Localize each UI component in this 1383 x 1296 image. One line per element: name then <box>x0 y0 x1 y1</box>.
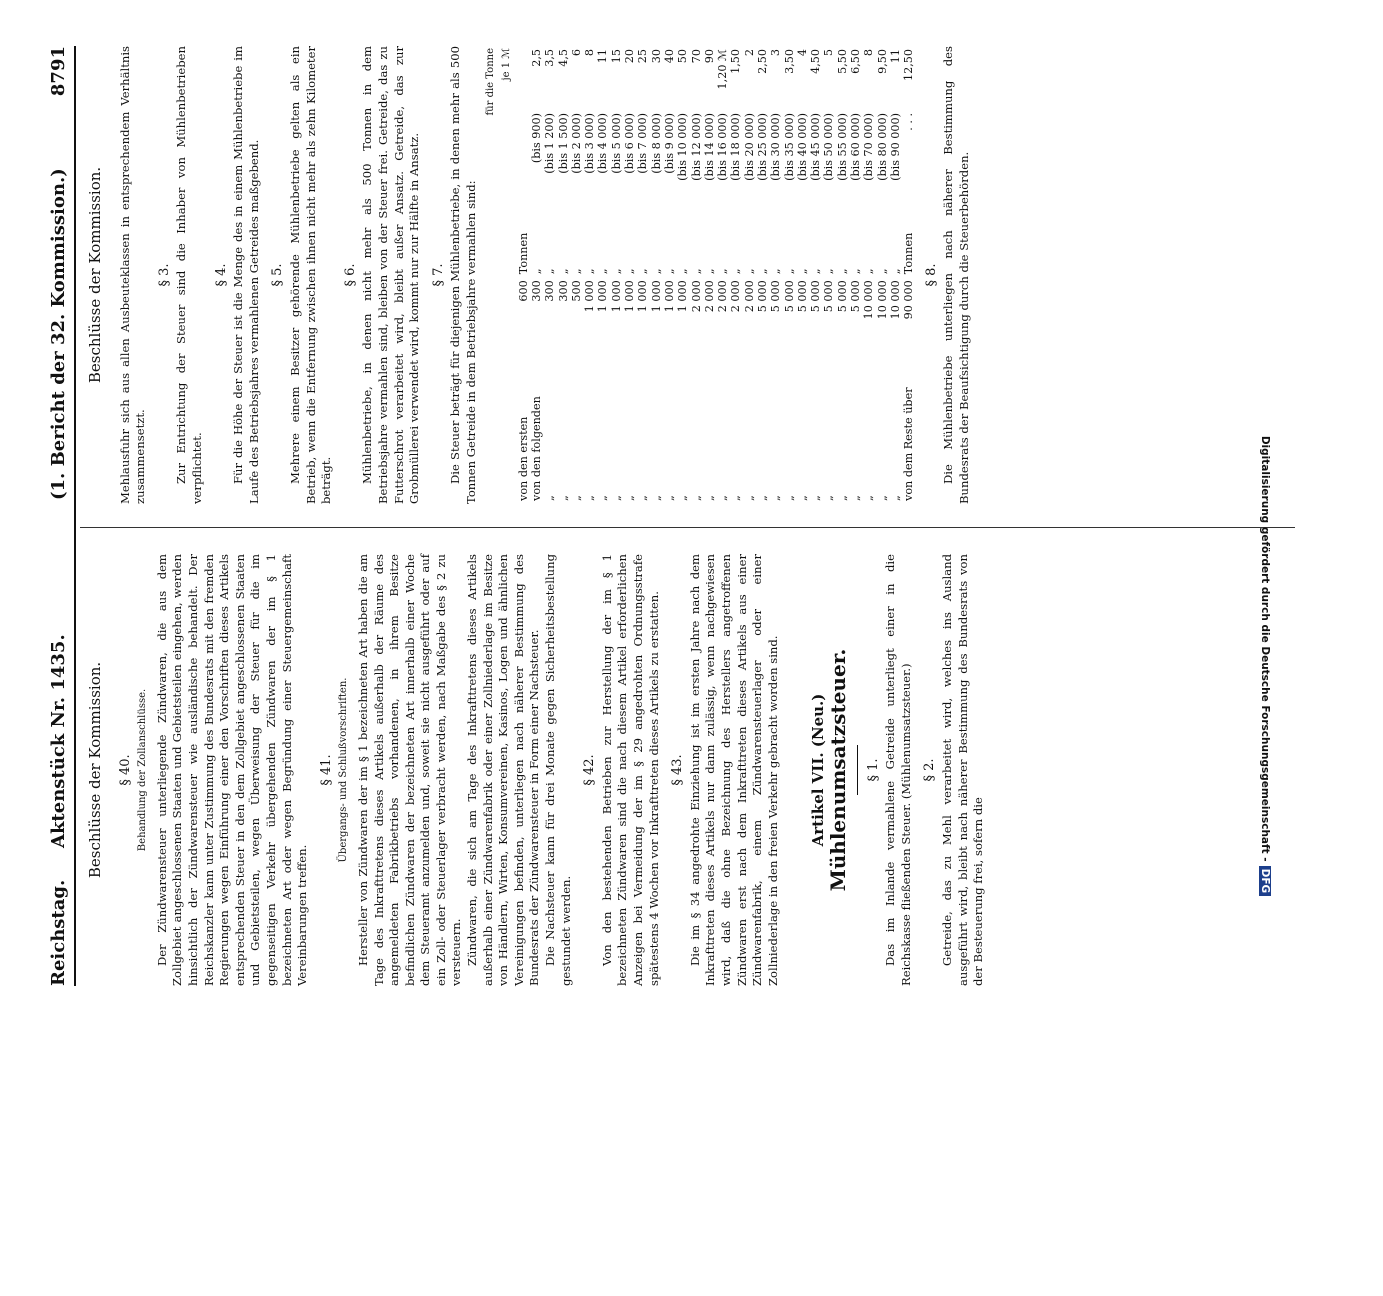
section-41-number: § 41. <box>318 754 334 786</box>
tax-cell-upto: (bis 40 000) <box>795 112 809 181</box>
tax-cell-rate: 3,5 <box>543 49 557 67</box>
section-7-text: Die Steuer beträgt für diejenigen Mühlenbetriebe, in denen mehr als 500 Tonnen Getreide in dem Betriebsjahre vermahlen sind: <box>448 46 478 504</box>
tax-cell-amt: 1 000 <box>662 280 676 313</box>
tax-cell-unit: „ <box>662 268 676 275</box>
tax-cell-upto: (bis 35 000) <box>782 112 796 181</box>
tax-cell-upto: (bis 30 000) <box>769 112 783 181</box>
tax-cell-pre: „ <box>729 495 743 501</box>
tax-cell-rate: 9,50 <box>875 49 889 74</box>
tax-cell-pre: „ <box>649 495 663 501</box>
section-41-paragraph-2: Zündwaren, die sich am Tage des Inkrafttretens dieses Artikels außerhalb einer Zündwarenfabrik oder einer Zollniederlage im Besitze von Händlern, Wirten, Konsumvereinen, Kasinos, Logen und ähnlichen Vereinigungen befinden, unterliegen nach näherer Bestimmung des Bundesrats der Zündwarensteuer in Form einer Nachsteuer. <box>465 554 542 986</box>
tax-cell-upto: . . . <box>902 112 916 131</box>
tax-cell-rate: 90 <box>702 49 716 64</box>
tax-cell-pre: „ <box>716 495 730 501</box>
tax-cell-rate: 70 <box>689 49 703 64</box>
separator-rule <box>857 745 858 795</box>
section-4-text: Für die Höhe der Steuer ist die Menge des in einem Mühlenbetriebe im Laufe des Betriebsjahres vermahlenen Getreides maßgebend. <box>231 46 261 504</box>
tax-cell-pre: „ <box>756 495 769 501</box>
tax-cell-upto: (bis 4 000) <box>596 112 610 174</box>
tax-cell-amt: 10 000 <box>875 280 889 320</box>
digitization-credit <box>1255 36 1271 1296</box>
tax-cell-pre: „ <box>636 495 650 501</box>
tax-cell-unit: „ <box>756 268 769 275</box>
section-3-text: Zur Entrichtung der Steuer sind die Inhaber von Mühlenbetrieben verpflichtet. <box>174 46 204 504</box>
tax-cell-upto: (bis 70 000) <box>862 112 876 181</box>
section-41-paragraph-3: Die Nachsteuer kann für drei Monate gegen Sicherheitsbestellung gestundet werden. <box>543 554 573 986</box>
tax-cell-amt: 5 000 <box>795 280 809 313</box>
tax-rate-row <box>902 46 915 504</box>
tax-cell-upto: (bis 1 500) <box>556 112 570 174</box>
tax-cell-unit: „ <box>835 268 849 275</box>
tax-cell-pre: „ <box>875 495 889 501</box>
section-8-text: Die Mühlenbetriebe unterliegen nach näherer Bestimmung des Bundesrats der Beaufsichtigung durch die Steuerbehörden. <box>941 46 971 504</box>
tax-cell-rate: 6 <box>569 49 583 57</box>
article-section-2-number: § 2. <box>922 758 938 782</box>
tax-cell-unit: „ <box>795 268 809 275</box>
tax-cell-pre: „ <box>623 495 637 501</box>
tax-rate-table <box>517 46 916 504</box>
section-6-text: Mühlenbetriebe, in denen nicht mehr als 500 Tonnen in dem Betriebsjahre vermahlen sind, bleiben von der Steuer frei. Getreide, das zu Futterschrot verarbeitet wird, bleibt außer Ansatz. Getreide, das zur Grobmüllerei verwendet wird, kommt nur zur Hälfte in Ansatz. <box>360 46 422 504</box>
tax-cell-amt: 1 000 <box>596 280 610 313</box>
left-column-title: Beschlüsse der Kommission. <box>86 661 104 879</box>
article-title: Mühlenumsatzsteuer. <box>825 648 850 892</box>
tax-cell-pre: „ <box>596 495 610 501</box>
tax-cell-amt: 1 000 <box>583 280 597 313</box>
tax-cell-amt: 2 000 <box>689 280 703 313</box>
section-41-subtitle: Übergangs- und Schlußvorschriften. <box>338 677 350 863</box>
header-reichstag: Reichstag. <box>48 879 69 986</box>
tax-cell-rate: 4,5 <box>556 49 570 67</box>
tax-cell-rate: 50 <box>676 49 690 64</box>
tax-cell-amt: 90 000 <box>902 280 916 320</box>
tax-rate-row <box>703 46 716 504</box>
tax-rate-row <box>783 46 796 504</box>
tax-cell-rate <box>517 46 530 110</box>
tax-cell-upto: (bis 90 000) <box>888 112 902 181</box>
tax-cell-unit: „ <box>649 268 663 275</box>
tax-rate-row <box>822 46 835 504</box>
tax-cell-unit: Tonnen <box>516 232 530 275</box>
tax-cell-unit: „ <box>569 268 583 275</box>
tax-rate-row <box>557 46 570 504</box>
tax-cell-pre: „ <box>662 495 676 501</box>
digitization-credit-text: Digitalisierung gefördert durch die Deutsche Forschungsgemeinschaft - <box>1259 435 1271 862</box>
tax-cell-amt: 5 000 <box>835 280 849 313</box>
tax-cell-unit: „ <box>623 268 637 275</box>
tax-rate-row <box>769 46 782 504</box>
section-6-number: § 6. <box>342 263 358 287</box>
tax-cell-unit: „ <box>782 268 796 275</box>
tax-cell-pre: „ <box>769 495 783 501</box>
tax-cell-unit: „ <box>849 268 863 275</box>
tax-cell-upto: (bis 18 000) <box>729 112 743 181</box>
tax-rate-row <box>862 46 875 504</box>
tax-cell-amt: 5 000 <box>769 280 783 313</box>
tax-cell-unit: „ <box>583 268 597 275</box>
tax-rate-row <box>729 46 742 504</box>
tax-cell-unit: „ <box>689 268 703 275</box>
section-8-number: § 8. <box>923 263 939 287</box>
tax-cell-unit: „ <box>716 268 730 275</box>
tax-cell-upto: (bis 55 000) <box>835 112 849 181</box>
column-divider <box>80 527 1295 528</box>
tax-rate-row <box>876 46 889 504</box>
tax-cell-amt: 300 <box>529 280 543 302</box>
tax-cell-amt: 1 000 <box>609 280 623 313</box>
tax-rate-row <box>796 46 809 504</box>
tax-cell-upto: (bis 9 000) <box>662 112 676 174</box>
tax-rate-row <box>543 46 556 504</box>
tax-rate-row <box>623 46 636 504</box>
tax-cell-rate: 11 <box>596 49 610 64</box>
article-section-1-number: § 1. <box>865 758 881 782</box>
tax-cell-amt: 300 <box>556 280 570 302</box>
tax-cell-rate: 15 <box>609 49 623 64</box>
tax-cell-rate: 2 <box>742 49 756 57</box>
tax-cell-unit: „ <box>556 268 570 275</box>
article-section-2-text: Getreide, das zu Mehl verarbeitet wird, welches ins Ausland ausgeführt wird, bleibt nach näherer Bestimmung des Bundesrats von der Besteuerung frei, sofern die <box>939 554 986 986</box>
tax-cell-rate: 20 <box>623 49 637 64</box>
tax-cell-rate: 30 <box>649 49 663 64</box>
tax-cell-rate: 5,50 <box>835 49 849 74</box>
tax-cell-pre: „ <box>742 495 756 501</box>
tax-cell-amt: 600 <box>516 280 530 302</box>
tax-cell-upto <box>517 110 530 212</box>
tax-cell-amt: 1 000 <box>636 280 650 313</box>
tax-rate-row <box>836 46 849 504</box>
tax-cell-rate: 1,50 <box>729 49 743 74</box>
section-40-number: § 40. <box>117 754 133 786</box>
tax-cell-pre: „ <box>835 495 849 501</box>
tax-cell-rate: 5 <box>822 49 836 57</box>
section-3-number: § 3. <box>156 263 172 287</box>
tax-cell-amt: 2 000 <box>742 280 756 313</box>
tax-cell-amt: 5 000 <box>756 280 769 313</box>
tax-cell-unit: „ <box>702 268 716 275</box>
tax-cell-upto: (bis 7 000) <box>636 112 650 174</box>
tax-cell-pre: „ <box>583 495 597 501</box>
tax-cell-upto: (bis 3 000) <box>583 112 597 174</box>
tax-cell-amt: 5 000 <box>782 280 796 313</box>
tax-cell-amt: 1 000 <box>676 280 690 313</box>
tax-cell-rate: 8 <box>583 49 597 57</box>
tax-cell-upto: (bis 2 000) <box>569 112 583 174</box>
tax-cell-unit: „ <box>596 268 610 275</box>
section-5-number: § 5. <box>270 263 286 287</box>
section-43-text: Die im § 34 angedrohte Einziehung ist im ersten Jahre nach dem Inkrafttreten dieses Artikels nur dann zulässig, wenn nachgewiesen wird, daß die ohne Bezeichnung des Herstellers angetroffenen Zündwaren erst nach dem Inkrafttreten dieses Artikels aus einer Zündwarenfabrik, einem Zündwarensteuerlager oder einer Zollniederlage in den freien Verkehr gebracht worden sind. <box>687 554 780 986</box>
tax-cell-amt: 2 000 <box>702 280 716 313</box>
section-42-text: Von den bestehenden Betrieben zur Herstellung der im § 1 bezeichneten Zündwaren sind die nach diesem Artikel erforderlichen Anzeigen bei Vermeidung der im § 29 angedrohten Ordnungsstrafe spätestens 4 Wochen vor Inkrafttreten dieses Artikels zu erstatten. <box>599 554 661 986</box>
tax-cell-pre: „ <box>888 495 902 501</box>
tax-cell-unit: „ <box>543 268 557 275</box>
tax-cell-pre: von den folgenden <box>529 396 543 501</box>
tax-cell-rate: 4 <box>795 49 809 57</box>
tax-cell-pre: „ <box>543 495 557 501</box>
tax-cell-rate: 1,20 ℳ <box>716 49 730 90</box>
tax-cell-pre: „ <box>569 495 583 501</box>
tax-cell-amt: 5 000 <box>822 280 836 313</box>
tax-cell-rate: 40 <box>662 49 676 64</box>
tax-cell-rate: 25 <box>636 49 650 64</box>
tax-cell-rate: 12,50 <box>902 49 916 82</box>
tax-table-header-unit: für die Tonne <box>485 48 497 116</box>
tax-rate-row <box>596 46 609 504</box>
tax-cell-amt: 2 000 <box>729 280 743 313</box>
tax-cell-pre: „ <box>862 495 876 501</box>
tax-cell-amt: 1 000 <box>649 280 663 313</box>
tax-cell-unit: „ <box>676 268 690 275</box>
tax-cell-unit: „ <box>609 268 623 275</box>
tax-cell-upto: (bis 25 000) <box>756 112 769 181</box>
tax-cell-amt: 300 <box>543 280 557 302</box>
tax-cell-upto: (bis 16 000) <box>716 112 730 181</box>
tax-rate-row <box>570 46 583 504</box>
dfg-logo: DFG <box>1259 866 1271 897</box>
tax-cell-amt: 5 000 <box>809 280 823 313</box>
section-5-text: Mehrere einem Besitzer gehörende Mühlenbetriebe gelten als ein Betrieb, wenn die Entfernung zwischen ihnen nicht mehr als zehn Kilometer beträgt. <box>287 46 334 504</box>
tax-rate-row <box>636 46 649 504</box>
tax-rate-row <box>676 46 689 504</box>
tax-cell-amt: 10 000 <box>862 280 876 320</box>
tax-cell-pre: „ <box>676 495 690 501</box>
tax-cell-rate: 2,50 <box>756 49 769 74</box>
tax-cell-upto: (bis 45 000) <box>809 112 823 181</box>
tax-rate-row <box>610 46 623 504</box>
article-heading: Artikel VII. (Neu.) <box>809 693 828 847</box>
tax-cell-pre: „ <box>689 495 703 501</box>
tax-cell-upto: (bis 14 000) <box>702 112 716 181</box>
tax-cell-upto: (bis 12 000) <box>689 112 703 181</box>
tax-rate-row <box>756 46 769 504</box>
tax-rate-row <box>743 46 756 504</box>
tax-table-header-rate: je 1 ℳ <box>501 48 513 81</box>
tax-rate-rows <box>517 46 916 504</box>
section-43-number: § 43. <box>670 754 686 786</box>
tax-cell-unit: Tonnen <box>902 232 916 275</box>
tax-cell-upto: (bis 50 000) <box>822 112 836 181</box>
tax-rate-row <box>650 46 663 504</box>
tax-rate-row <box>663 46 676 504</box>
page-number: 8791 <box>48 46 69 97</box>
tax-cell-pre: von den ersten <box>516 416 530 501</box>
tax-cell-unit: „ <box>875 268 889 275</box>
tax-cell-upto: (bis 5 000) <box>609 112 623 174</box>
tax-cell-rate: 6,50 <box>849 49 863 74</box>
continuation-text: Mehlausfuhr sich aus allen Ausbeuteklassen in entsprechendem Verhältnis zusammensetzt. <box>117 46 148 504</box>
tax-cell-pre: „ <box>849 495 863 501</box>
tax-cell-unit: „ <box>729 268 743 275</box>
tax-cell-amt: 2 000 <box>716 280 730 313</box>
section-7-number: § 7. <box>430 263 446 287</box>
tax-cell-rate: 8 <box>862 49 876 57</box>
tax-cell-upto: (bis 6 000) <box>623 112 637 174</box>
tax-cell-unit: „ <box>822 268 836 275</box>
page-header <box>44 46 76 986</box>
tax-cell-upto: (bis 60 000) <box>849 112 863 181</box>
right-column <box>84 46 972 504</box>
tax-rate-row <box>889 46 902 504</box>
tax-cell-pre: „ <box>809 495 823 501</box>
tax-cell-pre: „ <box>609 495 623 501</box>
tax-cell-rate: 3 <box>769 49 783 57</box>
section-42-number: § 42. <box>582 754 598 786</box>
tax-cell-amt: 5 000 <box>849 280 863 313</box>
tax-cell-pre: von dem Reste über <box>902 387 916 501</box>
tax-cell-amt: 1 000 <box>623 280 637 313</box>
tax-cell-unit: „ <box>742 268 756 275</box>
tax-cell-unit: „ <box>529 268 543 275</box>
header-doc-number: Aktenstück Nr. 1435. <box>48 634 69 848</box>
tax-cell-amt: 10 000 <box>888 280 902 320</box>
tax-rate-row <box>530 46 543 504</box>
header-report: (1. Bericht der 32. Kommission.) <box>48 168 69 500</box>
tax-cell-unit: „ <box>636 268 650 275</box>
tax-cell-unit: „ <box>888 268 902 275</box>
left-column <box>84 554 987 986</box>
article-section-1-text: Das im Inlande vermahlene Getreide unterliegt einer in die Reichskasse fließenden Steuer. (Mühlenumsatzsteuer.) <box>883 554 913 986</box>
tax-cell-upto: (bis 8 000) <box>649 112 663 174</box>
tax-cell-unit: „ <box>809 268 823 275</box>
tax-cell-upto: (bis 80 000) <box>875 112 889 181</box>
section-40-subtitle: Behandlung der Zollanschlüsse. <box>137 688 149 852</box>
tax-cell-rate: 11 <box>888 49 902 64</box>
tax-rate-row <box>517 46 530 504</box>
tax-cell-pre: „ <box>795 495 809 501</box>
tax-cell-pre: „ <box>782 495 796 501</box>
tax-rate-row <box>849 46 862 504</box>
tax-cell-upto: (bis 10 000) <box>676 112 690 181</box>
tax-cell-amt: 500 <box>569 280 583 302</box>
section-41-paragraph-1: Hersteller von Zündwaren der im § 1 bezeichneten Art haben die am Tage des Inkrafttretens dieses Artikels außerhalb der Räume des angemeldeten Fabrikbetriebs vorhandenen, in ihrem Besitze befindlichen Zündwaren der bezeichneten Art innerhalb einer Woche dem Steueramt anzumelden und, soweit sie nicht ausgeführt oder auf ein Zoll- oder Steuerlager verbracht werden, nach Maßgabe des § 2 zu versteuern. <box>355 554 464 986</box>
tax-cell-rate: 2,5 <box>529 49 543 67</box>
tax-cell-unit: „ <box>862 268 876 275</box>
tax-cell-upto: (bis 1 200) <box>543 112 557 174</box>
tax-cell-rate: 3,50 <box>782 49 796 74</box>
tax-rate-row <box>716 46 729 504</box>
tax-rate-row <box>809 46 822 504</box>
tax-rate-row <box>583 46 596 504</box>
tax-cell-rate: 4,50 <box>809 49 823 74</box>
tax-cell-pre: „ <box>822 495 836 501</box>
tax-rate-row <box>690 46 703 504</box>
right-column-title: Beschlüsse der Kommission. <box>86 166 104 384</box>
document-sheet <box>44 46 1299 986</box>
section-4-number: § 4. <box>213 263 229 287</box>
tax-table-header <box>483 48 514 504</box>
section-40-text: Der Zündwarensteuer unterliegende Zündwaren, die aus dem Zollgebiet angeschlossenen Staaten und Gebietsteilen eingehen, werden hinsichtlich der Zündwarensteuer wie ausländische behandelt. Der Reichskanzler kann unter Zustimmung des Bundesrats mit den fremden Regierungen wegen Einführung einer den Vorschriften dieses Artikels entsprechenden Steuer in den dem Zollgebiet angeschlossenen Staaten und Gebietsteilen, wegen Überweisung der Steuer für die im gegenseitigen Verkehr übergehenden Zündwaren der im § 1 bezeichneten Art oder wegen Begründung einer Steuergemeinschaft Vereinbarungen treffen. <box>154 554 310 986</box>
tax-cell-pre: „ <box>702 495 716 501</box>
tax-cell-upto: (bis 20 000) <box>742 112 756 181</box>
tax-cell-upto: (bis 900) <box>529 112 543 164</box>
tax-cell-unit: „ <box>769 268 783 275</box>
tax-cell-pre: „ <box>556 495 570 501</box>
